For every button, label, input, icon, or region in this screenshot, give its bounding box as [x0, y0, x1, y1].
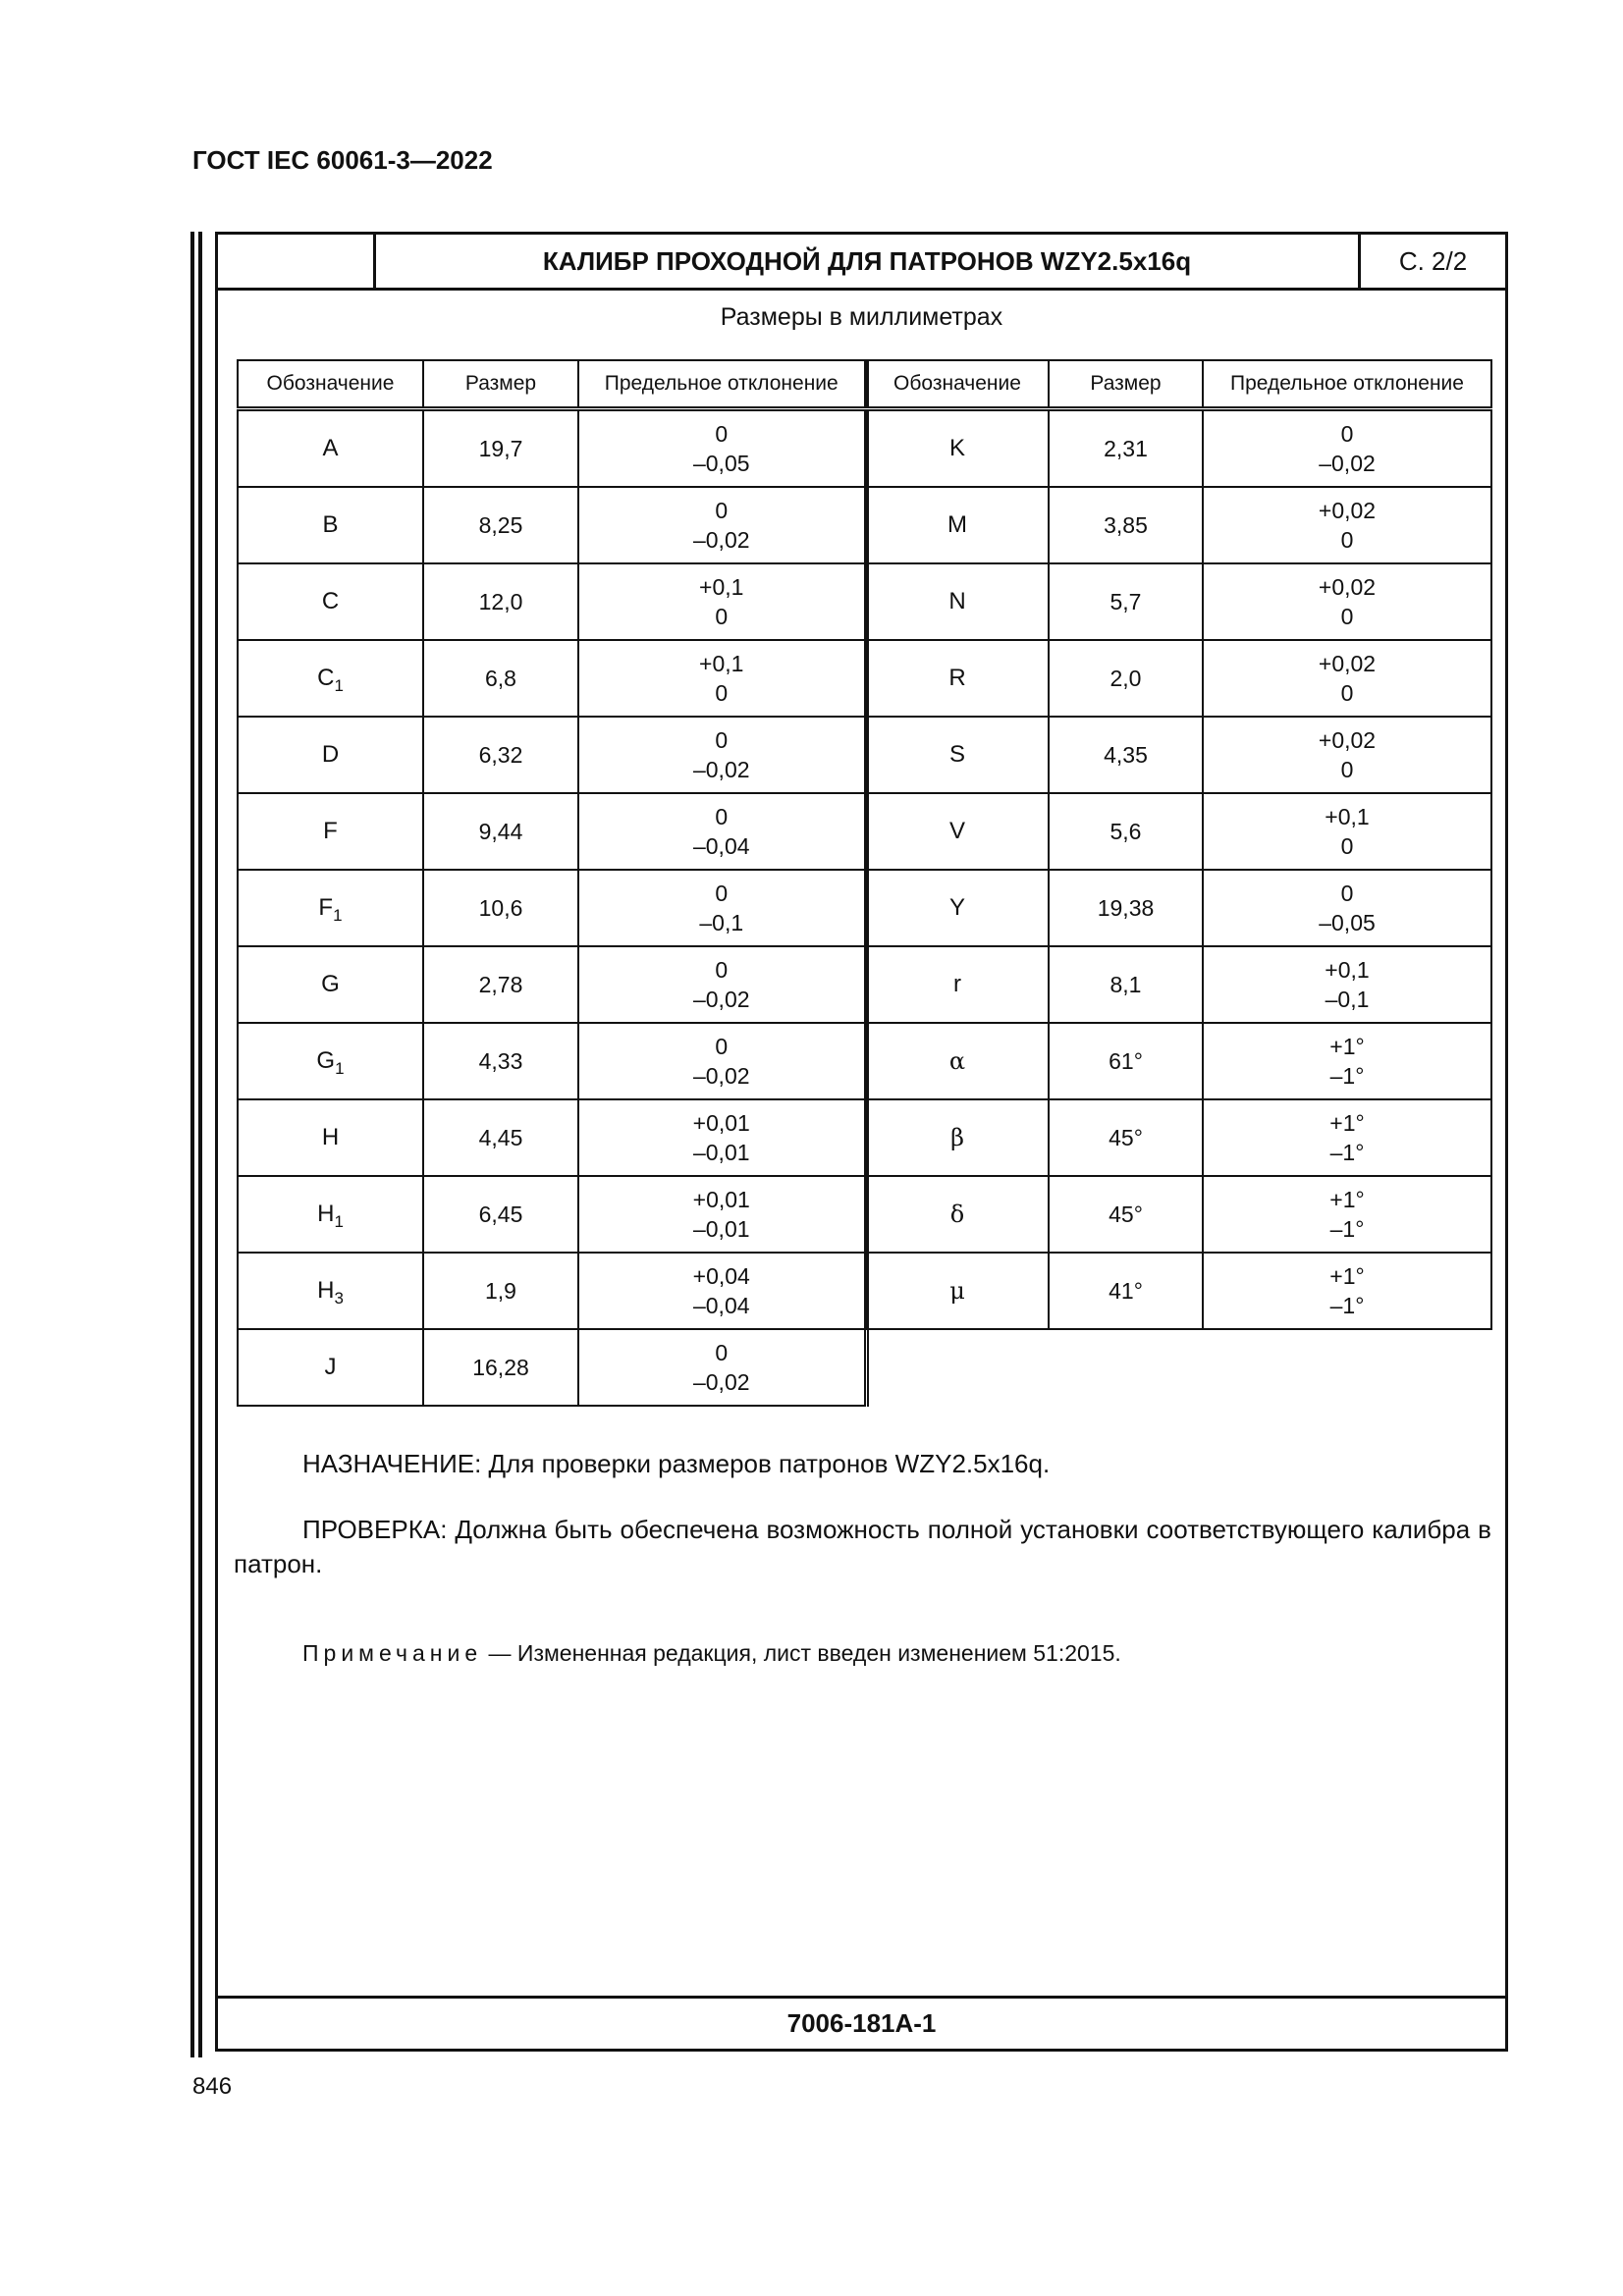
designation-cell	[866, 793, 1049, 870]
designation-cell	[238, 487, 423, 563]
dimensions-table-left	[237, 359, 869, 1407]
deviation-upper: +0,1	[1325, 957, 1370, 983]
designation-symbol: B	[322, 511, 339, 538]
size-cell: 4,45	[423, 1099, 578, 1176]
designation-cell	[866, 1253, 1049, 1329]
units-caption: Размеры в миллиметрах	[720, 303, 1003, 331]
deviation-lower: 0	[715, 680, 729, 706]
deviation-upper: +0,02	[1318, 498, 1377, 523]
designation-symbol: S	[948, 741, 965, 768]
deviation-lower: –1°	[1329, 1140, 1365, 1165]
deviation-cell	[1203, 1099, 1491, 1176]
designation-symbol: F	[323, 818, 338, 844]
table-row	[238, 409, 866, 488]
deviation-cell	[1203, 1176, 1491, 1253]
deviation-lower: –0,05	[692, 451, 750, 476]
designation-symbol: G	[321, 971, 340, 997]
table-row	[238, 640, 866, 717]
deviation-upper: +0,01	[692, 1110, 750, 1136]
deviation-upper: 0	[715, 804, 729, 829]
table-row	[866, 1176, 1491, 1253]
deviation-upper: +0,1	[1325, 804, 1370, 829]
size-cell: 41°	[1049, 1253, 1203, 1329]
header-deviation: Предельное отклонение	[578, 360, 866, 409]
deviation-lower: 0	[1340, 833, 1354, 859]
deviation-lower: –0,04	[692, 833, 750, 859]
deviation-upper: +1°	[1329, 1187, 1365, 1212]
deviation-lower: –0,04	[692, 1293, 750, 1318]
size-cell: 45°	[1049, 1099, 1203, 1176]
size-cell: 6,45	[423, 1176, 578, 1253]
designation-symbol: K	[948, 435, 965, 461]
table-row	[238, 870, 866, 946]
header-designation: Обозначение	[238, 360, 423, 409]
table-row	[866, 1253, 1491, 1329]
table-row	[866, 409, 1491, 488]
size-cell: 2,78	[423, 946, 578, 1023]
size-cell: 2,0	[1049, 640, 1203, 717]
deviation-cell	[578, 1099, 866, 1176]
deviation-cell	[1203, 793, 1491, 870]
size-cell: 10,6	[423, 870, 578, 946]
size-cell: 5,6	[1049, 793, 1203, 870]
table-row	[238, 1099, 866, 1176]
designation-cell	[238, 409, 423, 488]
size-cell: 5,7	[1049, 563, 1203, 640]
deviation-lower: 0	[1340, 604, 1354, 629]
designation-cell	[238, 563, 423, 640]
table-row	[238, 793, 866, 870]
deviation-cell	[1203, 487, 1491, 563]
deviation-cell	[1203, 717, 1491, 793]
designation-symbol: δ	[949, 1201, 965, 1228]
deviation-upper: +0,02	[1318, 727, 1377, 753]
deviation-lower: –0,05	[1319, 910, 1376, 935]
deviation-upper: +0,02	[1318, 651, 1377, 676]
designation-cell	[866, 870, 1049, 946]
deviation-upper: 0	[715, 881, 729, 906]
sheet-code: 7006-181А-1	[218, 1996, 1505, 2049]
table-row	[238, 487, 866, 563]
designation-cell	[238, 870, 423, 946]
size-cell: 2,31	[1049, 409, 1203, 488]
deviation-cell	[578, 1023, 866, 1099]
designation-cell	[866, 409, 1049, 488]
size-cell: 4,33	[423, 1023, 578, 1099]
size-cell: 6,8	[423, 640, 578, 717]
deviation-cell	[578, 409, 866, 488]
designation-cell	[238, 1253, 423, 1329]
designation-cell	[866, 1023, 1049, 1099]
deviation-lower: 0	[1340, 680, 1354, 706]
deviation-cell	[578, 1253, 866, 1329]
designation-symbol: F	[318, 894, 334, 921]
table-row	[238, 946, 866, 1023]
table-row	[238, 1253, 866, 1329]
designation-cell	[238, 946, 423, 1023]
deviation-lower: –0,02	[692, 1063, 750, 1089]
designation-cell	[238, 1099, 423, 1176]
designation-cell	[866, 487, 1049, 563]
header-size: Размер	[423, 360, 578, 409]
deviation-cell	[1203, 870, 1491, 946]
designation-symbol: β	[950, 1124, 964, 1151]
deviation-lower: 0	[715, 604, 729, 629]
size-cell: 4,35	[1049, 717, 1203, 793]
deviation-lower: –0,02	[692, 527, 750, 553]
deviation-upper: 0	[715, 421, 729, 447]
table-row	[866, 946, 1491, 1023]
size-cell: 8,25	[423, 487, 578, 563]
table-row	[866, 487, 1491, 563]
size-cell: 19,38	[1049, 870, 1203, 946]
designation-symbol: H	[317, 1277, 335, 1304]
designation-symbol: C	[321, 588, 340, 614]
designation-symbol: μ	[949, 1277, 965, 1305]
deviation-cell	[578, 717, 866, 793]
designation-symbol: M	[947, 511, 967, 538]
table-header-row	[238, 360, 866, 409]
designation-cell	[238, 1329, 423, 1406]
size-cell: 6,32	[423, 717, 578, 793]
size-cell: 8,1	[1049, 946, 1203, 1023]
deviation-cell	[1203, 946, 1491, 1023]
table-row	[238, 1023, 866, 1099]
note-paragraph	[302, 1636, 1491, 1671]
table-row	[866, 793, 1491, 870]
deviation-cell	[578, 487, 866, 563]
table-row	[238, 1176, 866, 1253]
size-cell: 9,44	[423, 793, 578, 870]
designation-cell	[866, 1176, 1049, 1253]
table-row	[866, 640, 1491, 717]
designation-symbol: C	[317, 665, 335, 691]
size-cell: 61°	[1049, 1023, 1203, 1099]
table-row	[866, 870, 1491, 946]
deviation-cell	[1203, 409, 1491, 488]
deviation-cell	[578, 793, 866, 870]
deviation-lower: 0	[1340, 757, 1354, 782]
deviation-upper: 0	[715, 1034, 729, 1059]
deviation-upper: 0	[1340, 881, 1354, 906]
designation-symbol: G	[316, 1047, 336, 1074]
designation-cell	[866, 946, 1049, 1023]
deviation-lower: –1°	[1329, 1293, 1365, 1318]
table-header-row	[866, 360, 1491, 409]
deviation-upper: 0	[715, 957, 729, 983]
designation-cell	[866, 640, 1049, 717]
deviation-cell	[578, 870, 866, 946]
table-row	[238, 563, 866, 640]
designation-symbol: V	[948, 818, 965, 844]
designation-symbol: N	[948, 588, 966, 614]
size-cell: 1,9	[423, 1253, 578, 1329]
sheet-title: КАЛИБР ПРОХОДНОЙ ДЛЯ ПАТРОНОВ WZY2.5x16q	[376, 235, 1361, 288]
deviation-upper: 0	[715, 1340, 729, 1365]
deviation-upper: 0	[715, 727, 729, 753]
designation-symbol: Y	[948, 894, 965, 921]
table-row	[866, 1023, 1491, 1099]
deviation-cell	[1203, 1023, 1491, 1099]
deviation-cell	[1203, 640, 1491, 717]
size-cell: 12,0	[423, 563, 578, 640]
designation-cell	[238, 793, 423, 870]
deviation-upper: +0,1	[699, 574, 744, 600]
header-deviation: Предельное отклонение	[1203, 360, 1491, 409]
note-label: Примечание	[302, 1640, 483, 1666]
designation-subscript: 1	[334, 1212, 344, 1231]
table-row	[238, 1329, 866, 1406]
document-header: ГОСТ IEC 60061-3—2022	[192, 145, 493, 175]
designation-symbol: J	[324, 1354, 337, 1380]
deviation-upper: +0,02	[1318, 574, 1377, 600]
designation-symbol: H	[321, 1124, 340, 1150]
table-row	[238, 717, 866, 793]
designation-cell	[238, 1176, 423, 1253]
designation-symbol: R	[948, 665, 966, 691]
deviation-upper: +0,01	[692, 1187, 750, 1212]
designation-subscript: 3	[334, 1289, 344, 1308]
deviation-upper: +0,1	[699, 651, 744, 676]
designation-symbol: r	[953, 971, 961, 997]
size-cell: 3,85	[1049, 487, 1203, 563]
size-cell: 45°	[1049, 1176, 1203, 1253]
deviation-upper: +1°	[1329, 1263, 1365, 1289]
designation-cell	[238, 1023, 423, 1099]
table-row	[866, 717, 1491, 793]
size-cell: 19,7	[423, 409, 578, 488]
deviation-upper: +0,04	[692, 1263, 750, 1289]
deviation-lower: –0,1	[1325, 987, 1370, 1012]
designation-symbol: D	[321, 741, 340, 768]
designation-cell	[238, 717, 423, 793]
deviation-cell	[578, 640, 866, 717]
table-row	[866, 563, 1491, 640]
deviation-lower: 0	[1340, 527, 1354, 553]
header-designation: Обозначение	[866, 360, 1049, 409]
designation-subscript: 1	[333, 906, 343, 925]
deviation-cell	[578, 563, 866, 640]
deviation-lower: –0,02	[692, 1369, 750, 1395]
deviation-upper: 0	[1340, 421, 1354, 447]
designation-symbol: H	[317, 1201, 335, 1227]
page-number: 846	[192, 2073, 233, 2100]
deviation-upper: +1°	[1329, 1110, 1365, 1136]
deviation-cell	[578, 1329, 866, 1406]
deviation-cell	[1203, 1253, 1491, 1329]
size-cell: 16,28	[423, 1329, 578, 1406]
deviation-lower: –0,01	[692, 1216, 750, 1242]
designation-cell	[238, 640, 423, 717]
note-text: — Измененная редакция, лист введен изменением 51:2015.	[482, 1640, 1121, 1666]
deviation-lower: –1°	[1329, 1063, 1365, 1089]
margin-rule	[190, 232, 194, 2057]
deviation-upper: 0	[715, 498, 729, 523]
deviation-cell	[1203, 563, 1491, 640]
designation-symbol: α	[948, 1047, 966, 1075]
designation-cell	[866, 717, 1049, 793]
deviation-lower: –0,02	[692, 987, 750, 1012]
designation-subscript: 1	[335, 1059, 345, 1078]
deviation-cell	[578, 946, 866, 1023]
purpose-paragraph: НАЗНАЧЕНИЕ: Для проверки размеров патронов WZY2.5x16q.	[302, 1449, 1051, 1478]
designation-cell	[866, 563, 1049, 640]
deviation-lower: –0,02	[692, 757, 750, 782]
designation-subscript: 1	[334, 676, 344, 695]
margin-rule	[198, 232, 202, 2057]
designation-symbol: A	[322, 435, 339, 461]
title-row	[218, 235, 1505, 291]
dimensions-table-right	[865, 359, 1492, 1330]
deviation-cell	[578, 1176, 866, 1253]
table-row	[866, 1099, 1491, 1176]
deviation-lower: –0,02	[1319, 451, 1376, 476]
deviation-lower: –1°	[1329, 1216, 1365, 1242]
sheet-number: С. 2/2	[1398, 245, 1468, 276]
check-paragraph: ПРОВЕРКА: Должна быть обеспечена возможность полной установки соответствующего калибра в патрон.	[234, 1515, 1491, 1578]
deviation-upper: +1°	[1329, 1034, 1365, 1059]
deviation-lower: –0,01	[692, 1140, 750, 1165]
deviation-lower: –0,1	[699, 910, 744, 935]
header-size: Размер	[1049, 360, 1203, 409]
designation-cell	[866, 1099, 1049, 1176]
sheet-frame	[215, 232, 1508, 2052]
title-empty-cell	[218, 235, 376, 288]
